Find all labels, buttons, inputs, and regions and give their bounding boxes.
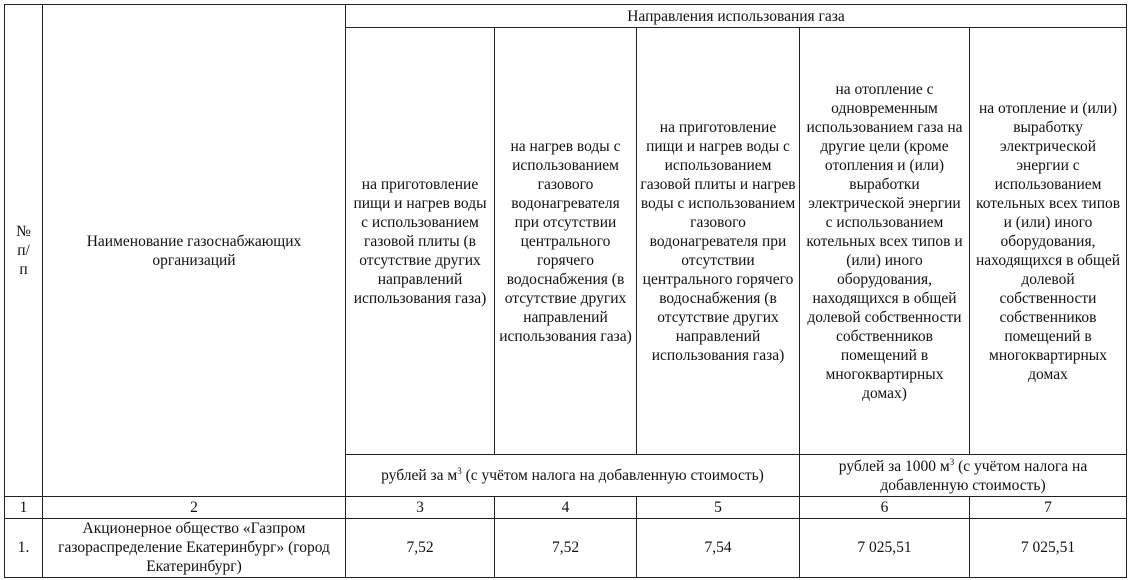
tariff-value: 7 025,51 [970, 518, 1127, 577]
header-row-number [5, 5, 43, 497]
column-number: 1 [5, 497, 43, 518]
header-direction-water-heater: на нагрев воды с использованием газового водонагревателя при отсутствии центрального горячего водоснабжения (в отсутствие других направлений использования газа) [495, 28, 637, 455]
header-direction-cooking: на приготовление пищи и нагрев воды с использованием газовой плиты (в отсутствие других направлений использования газа) [346, 28, 495, 455]
header-row-number-line: п [19, 261, 28, 279]
column-number: 3 [346, 497, 495, 518]
gas-tariff-table [4, 4, 1127, 578]
unit-left-text: рублей за м [381, 467, 458, 485]
row-number: 1. [5, 518, 43, 577]
header-row-number-line: № [16, 223, 31, 241]
column-number: 4 [495, 497, 637, 518]
column-number: 5 [637, 497, 800, 518]
header-direction-heating-combined: на отопление с одновременным использованием газа на другие цели (кроме отопления и (или) выработки электрической энергии с использованием котельных всех типов и (или) иного оборудования, находящихся в общей долевой собственности собственников помещений в многоквартирных домах) [800, 28, 970, 455]
column-number: 2 [43, 497, 346, 518]
column-number: 6 [800, 497, 970, 518]
tariff-value: 7,52 [346, 518, 495, 577]
unit-left-sup: 3 [457, 466, 462, 477]
header-direction-heating-boilers: на отопление и (или) выработку электрической энергии с использованием котельных всех типов и (или) иного оборудования, находящихся в общей долевой собственности собственников помещений в многоквартирных домах [970, 28, 1127, 455]
tariff-value: 7,54 [637, 518, 800, 577]
organization-name: Акционерное общество «Газпром газораспределение Екатеринбург» (город Екатеринбург) [43, 518, 346, 577]
column-number: 7 [970, 497, 1127, 518]
unit-rubles-per-1000-m3 [800, 455, 1127, 497]
unit-rubles-per-m3 [346, 455, 800, 497]
unit-right-tail: (с учётом налога на добавленную стоимость) [880, 457, 1088, 494]
header-direction-cooking-and-heater: на приготовление пищи и нагрев воды с использованием газовой плиты и нагрев воды с использованием газового водонагревателя при отсутствии центрального горячего водоснабжения (в отсутствие других направлений использования газа) [637, 28, 800, 455]
unit-right-text: рублей за 1000 м [838, 457, 950, 475]
table-row [5, 518, 1127, 577]
header-organization-name: Наименование газоснабжающих организаций [43, 5, 346, 497]
header-row-number-line: п/ [17, 242, 30, 260]
tariff-value: 7 025,51 [800, 518, 970, 577]
header-gas-directions: Направления использования газа [346, 5, 1127, 28]
tariff-value: 7,52 [495, 518, 637, 577]
unit-right-sup: 3 [949, 456, 955, 467]
unit-left-tail: (с учётом налога на добавленную стоимость) [461, 467, 764, 485]
